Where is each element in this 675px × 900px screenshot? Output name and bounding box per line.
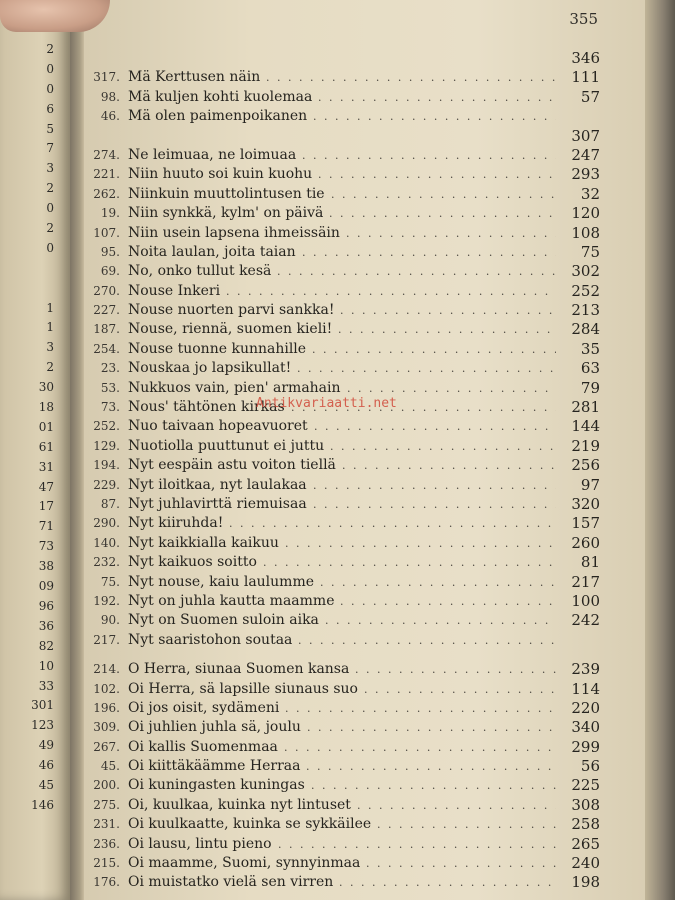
- index-entry: [88, 815, 600, 834]
- index-entry: [88, 631, 600, 650]
- left-page-number: 01: [38, 419, 54, 434]
- song-title: Nyt nouse, kaiu laulumme: [128, 573, 315, 590]
- left-page-number: 36: [38, 618, 54, 633]
- index-entry: [88, 49, 600, 68]
- left-page-number: 123: [31, 718, 54, 733]
- leader-dots: [377, 815, 556, 834]
- left-page-number: [14, 279, 54, 299]
- song-title: Nouse tuonne kunnahille: [128, 340, 307, 357]
- index-entry: [88, 796, 600, 815]
- leader-dots: [307, 718, 556, 737]
- page-reference: 79: [580, 378, 600, 397]
- group-spacer: [88, 650, 600, 660]
- index-entry: [88, 165, 600, 184]
- song-number: 53.: [100, 380, 120, 395]
- index-entry: [88, 553, 600, 572]
- leader-dots: [311, 776, 556, 795]
- page-reference: 307: [571, 126, 600, 145]
- leader-dots: [325, 611, 556, 630]
- page-reference: 213: [571, 301, 600, 320]
- song-number: 69.: [100, 264, 120, 279]
- leader-dots: [263, 553, 556, 572]
- song-number: 187.: [93, 322, 120, 337]
- left-page-number: 09: [38, 579, 54, 594]
- song-title: No, onko tullut kesä: [128, 263, 272, 280]
- leader-dots: [366, 854, 556, 873]
- index-entry: [88, 835, 600, 854]
- song-number: 236.: [93, 836, 120, 851]
- page-reference: 320: [571, 494, 600, 513]
- index-entry: [88, 224, 600, 243]
- song-number: 215.: [93, 856, 120, 871]
- watermark: Antikvariaatti.net: [256, 396, 397, 411]
- index-group-m: [88, 49, 600, 127]
- left-page-number: 46: [38, 758, 54, 773]
- page-reference: 220: [571, 698, 600, 717]
- index-entry: [88, 738, 600, 757]
- left-page-number: 3: [46, 340, 54, 355]
- page-reference: 299: [571, 737, 600, 756]
- page-reference: 97: [580, 475, 600, 494]
- page-reference: 302: [571, 262, 600, 281]
- left-page-number: 0: [46, 61, 54, 76]
- song-number: 229.: [93, 477, 120, 492]
- leader-dots: [302, 243, 556, 262]
- song-title: Mä kuljen kohti kuolemaa: [128, 88, 313, 105]
- song-title: Nouse, riennä, suomen kieli!: [128, 321, 333, 338]
- song-number: 200.: [93, 778, 120, 793]
- song-title: Nyt on juhla kautta maamme: [128, 592, 335, 609]
- song-number: 317.: [93, 70, 120, 85]
- song-title: Nyt on Suomen suloin aika: [128, 612, 319, 629]
- song-title: Oi kuulkaatte, kuinka se sykkäilee: [128, 816, 372, 833]
- leader-dots: [340, 592, 556, 611]
- left-page-number: 45: [38, 777, 54, 792]
- page-reference: 35: [580, 339, 600, 358]
- song-title: Nyt saaristohon soutaa: [128, 631, 293, 648]
- page-reference: 219: [571, 436, 600, 455]
- song-title: Nouskaa jo lapsikullat!: [128, 360, 292, 377]
- leader-dots: [278, 835, 556, 854]
- song-index: [88, 49, 600, 893]
- song-title: Noita laulan, joita taian: [128, 243, 296, 260]
- page-reference: 111: [571, 68, 600, 87]
- song-number: 274.: [93, 147, 120, 162]
- song-title: Oi maamme, Suomi, synnyinmaa: [128, 855, 361, 872]
- song-title: Oi kallis Suomenmaa: [128, 738, 278, 755]
- song-title: Nous' tähtönen kirkas: [128, 399, 285, 416]
- index-entry: [88, 107, 600, 126]
- page-reference: 240: [571, 854, 600, 873]
- index-entry: [88, 243, 600, 262]
- song-title: Nouse Inkeri: [128, 282, 221, 299]
- song-number: 23.: [100, 361, 120, 376]
- page-reference: 198: [571, 873, 600, 892]
- song-title: Niin usein lapsena ihmeissäin: [128, 224, 340, 241]
- leader-dots: [285, 534, 556, 553]
- page-reference: 108: [571, 223, 600, 242]
- song-number: 196.: [93, 700, 120, 715]
- page-reference: 346: [571, 49, 600, 67]
- left-page-number: 2: [46, 360, 54, 375]
- song-number: 227.: [93, 303, 120, 318]
- page-reference: 293: [571, 165, 600, 184]
- left-page-number: 31: [38, 459, 54, 474]
- song-title: Oi kiittäkäämme Herraa: [128, 758, 301, 775]
- leader-dots: [313, 107, 556, 126]
- index-entry: [88, 204, 600, 223]
- song-number: 221.: [93, 167, 120, 182]
- index-entry: [88, 437, 600, 456]
- page-reference: 120: [571, 204, 600, 223]
- leader-dots: [302, 146, 556, 165]
- left-page-number: 73: [38, 539, 54, 554]
- song-title: Nuo taivaan hopeavuoret: [128, 418, 308, 435]
- left-page-number: 96: [38, 598, 54, 613]
- song-number: 46.: [100, 109, 120, 124]
- left-page-number: 18: [38, 400, 54, 415]
- song-title: Oi jos oisit, sydämeni: [128, 699, 280, 716]
- index-entry: [88, 718, 600, 737]
- index-entry: [88, 282, 600, 301]
- leader-dots: [338, 320, 556, 339]
- song-title: Nyt kaikkialla kaikuu: [128, 534, 279, 551]
- leader-dots: [364, 680, 556, 699]
- index-entry: [88, 88, 600, 107]
- song-title: Oi, kuulkaa, kuinka nyt lintuset: [128, 796, 351, 813]
- left-page-number: 10: [38, 658, 54, 673]
- song-number: 87.: [100, 496, 120, 511]
- book-gutter: [70, 0, 84, 900]
- left-page-number: 71: [38, 519, 54, 534]
- left-page-number: 61: [38, 439, 54, 454]
- song-title: Nyt iloitkaa, nyt laulakaa: [128, 476, 307, 493]
- leader-dots: [346, 224, 556, 243]
- left-page-number: [14, 259, 54, 279]
- page-reference: 114: [571, 679, 600, 698]
- song-title: Oi Herra, sä lapsille siunaus suo: [128, 680, 358, 697]
- left-page-number: 2: [46, 221, 54, 236]
- song-title: Oi kuningasten kuningas: [128, 777, 305, 794]
- page-reference: 100: [571, 591, 600, 610]
- song-number: 140.: [93, 535, 120, 550]
- leader-dots: [355, 660, 556, 679]
- song-title: Nyt kiiruhda!: [128, 515, 224, 532]
- leader-dots: [229, 514, 556, 533]
- index-entry: [88, 359, 600, 378]
- left-page-number: 49: [38, 738, 54, 753]
- song-number: 254.: [93, 341, 120, 356]
- song-number: 129.: [93, 438, 120, 453]
- song-number: 73.: [100, 400, 120, 415]
- leader-dots: [314, 417, 556, 436]
- leader-dots: [226, 282, 556, 301]
- leader-dots: [329, 204, 556, 223]
- song-number: 214.: [93, 662, 120, 677]
- song-number: 107.: [93, 225, 120, 240]
- index-entry: [88, 680, 600, 699]
- page-reference: 284: [571, 320, 600, 339]
- page-reference: 56: [580, 757, 600, 776]
- song-number: 309.: [93, 720, 120, 735]
- leader-dots: [320, 573, 556, 592]
- song-number: 75.: [100, 574, 120, 589]
- leader-dots: [266, 68, 556, 87]
- song-number: 45.: [100, 759, 120, 774]
- page-reference: 265: [571, 834, 600, 853]
- index-entry: [88, 495, 600, 514]
- leader-dots: [298, 631, 556, 650]
- index-entry: [88, 776, 600, 795]
- song-number: 192.: [93, 593, 120, 608]
- page-reference: 258: [571, 815, 600, 834]
- left-page-number: 47: [38, 479, 54, 494]
- leader-dots: [306, 757, 556, 776]
- song-title: Niin synkkä, kylm' on päivä: [128, 205, 324, 222]
- thumb-image: [0, 0, 110, 32]
- leader-dots: [285, 699, 556, 718]
- left-page-number: 33: [38, 678, 54, 693]
- index-entry: [88, 757, 600, 776]
- song-number: 19.: [100, 206, 120, 221]
- leader-dots: [342, 456, 556, 475]
- song-number: 176.: [93, 875, 120, 890]
- index-entry: [88, 320, 600, 339]
- song-title: Nyt juhlavirttä riemuisaa: [128, 495, 307, 512]
- song-number: 194.: [93, 458, 120, 473]
- page-reference: 157: [571, 514, 600, 533]
- song-title: Mä olen paimenpoikanen: [128, 108, 308, 125]
- left-page-number: 146: [31, 797, 54, 812]
- song-title: Oi juhlien juhla sä, joulu: [128, 719, 301, 736]
- song-number: 267.: [93, 739, 120, 754]
- page-reference: 281: [571, 398, 600, 417]
- index-entry: [88, 127, 600, 146]
- song-title: Nyt eespäin astu voiton tiellä: [128, 457, 336, 474]
- song-number: 252.: [93, 419, 120, 434]
- index-entry: [88, 417, 600, 436]
- left-page-number: 0: [46, 240, 54, 255]
- song-title: Ne leimuaa, ne loimuaa: [128, 146, 297, 163]
- leader-dots: [313, 495, 556, 514]
- index-entry: [88, 660, 600, 679]
- song-title: Oi muistatko vielä sen virren: [128, 874, 334, 891]
- left-page-number: 7: [46, 141, 54, 156]
- song-number: 270.: [93, 283, 120, 298]
- song-title: Niinkuin muuttolintusen tie: [128, 185, 325, 202]
- leader-dots: [277, 262, 556, 281]
- page-reference: 252: [571, 281, 600, 300]
- page-reference: 217: [571, 572, 600, 591]
- index-entry: [88, 699, 600, 718]
- song-number: 232.: [93, 555, 120, 570]
- left-page-number: 30: [38, 380, 54, 395]
- song-title: O Herra, siunaa Suomen kansa: [128, 661, 350, 678]
- index-entry: [88, 592, 600, 611]
- index-group-n: [88, 127, 600, 651]
- leader-dots: [330, 437, 556, 456]
- page-reference: 239: [571, 660, 600, 679]
- leader-dots: [284, 738, 556, 757]
- left-page-number: 5: [46, 121, 54, 136]
- page-number: 355: [569, 10, 598, 28]
- left-page-number: 0: [46, 81, 54, 96]
- page-reference: 75: [580, 242, 600, 261]
- song-number: 231.: [93, 817, 120, 832]
- left-page-number: 38: [38, 559, 54, 574]
- index-entry: [88, 185, 600, 204]
- song-title: Nukkuos vain, pien' armahain: [128, 379, 341, 396]
- song-number: 262.: [93, 186, 120, 201]
- page-reference: 57: [580, 87, 600, 106]
- song-number: 275.: [93, 797, 120, 812]
- left-page-numbers: [14, 40, 54, 816]
- left-page-number: 6: [46, 101, 54, 116]
- left-page-number: 3: [46, 161, 54, 176]
- leader-dots: [318, 165, 556, 184]
- left-page-number: 1: [46, 320, 54, 335]
- page-reference: 247: [571, 145, 600, 164]
- page-reference: 225: [571, 776, 600, 795]
- song-number: 90.: [100, 613, 120, 628]
- song-number: 217.: [93, 632, 120, 647]
- left-page-number: 2: [46, 181, 54, 196]
- left-page-number: 2: [46, 42, 54, 56]
- index-entry: [88, 514, 600, 533]
- index-group-o: [88, 660, 600, 893]
- page-reference: 260: [571, 533, 600, 552]
- index-entry: [88, 340, 600, 359]
- page-reference: 340: [571, 718, 600, 737]
- page-reference: 63: [580, 359, 600, 378]
- index-entry: [88, 873, 600, 892]
- left-page-number: 301: [31, 698, 54, 713]
- song-number: 98.: [100, 89, 120, 104]
- song-title: Nyt kaikuos soitto: [128, 554, 257, 571]
- page-reference: 242: [571, 611, 600, 630]
- index-entry: [88, 476, 600, 495]
- page-edge: [645, 0, 675, 900]
- index-entry: [88, 68, 600, 87]
- song-number: 290.: [93, 516, 120, 531]
- song-title: Nuotiolla puuttunut ei juttu: [128, 437, 325, 454]
- page-reference: 144: [571, 417, 600, 436]
- leader-dots: [297, 359, 556, 378]
- left-page-number: 1: [46, 300, 54, 315]
- left-page: [0, 0, 70, 900]
- song-title: Nouse nuorten parvi sankka!: [128, 302, 335, 319]
- song-title: Mä Kerttusen näin: [128, 69, 261, 86]
- song-title: Oi lausu, lintu pieno: [128, 835, 272, 852]
- left-page-number: 17: [38, 499, 54, 514]
- index-entry: [88, 573, 600, 592]
- left-page-number: 0: [46, 201, 54, 216]
- leader-dots: [339, 873, 556, 892]
- page-reference: 308: [571, 795, 600, 814]
- page-reference: 256: [571, 456, 600, 475]
- leader-dots: [331, 185, 556, 204]
- page-reference: 32: [580, 184, 600, 203]
- song-number: 95.: [100, 244, 120, 259]
- leader-dots: [313, 476, 556, 495]
- index-entry: [88, 534, 600, 553]
- index-entry: [88, 456, 600, 475]
- index-entry: [88, 301, 600, 320]
- left-page-number: 82: [38, 638, 54, 653]
- leader-dots: [312, 340, 556, 359]
- leader-dots: [318, 88, 556, 107]
- index-entry: [88, 262, 600, 281]
- leader-dots: [357, 796, 556, 815]
- leader-dots: [340, 301, 556, 320]
- song-number: 102.: [93, 681, 120, 696]
- index-entry: [88, 854, 600, 873]
- index-entry: [88, 611, 600, 630]
- song-title: Niin huuto soi kuin kuohu: [128, 166, 313, 183]
- page-reference: 81: [580, 553, 600, 572]
- index-entry: [88, 146, 600, 165]
